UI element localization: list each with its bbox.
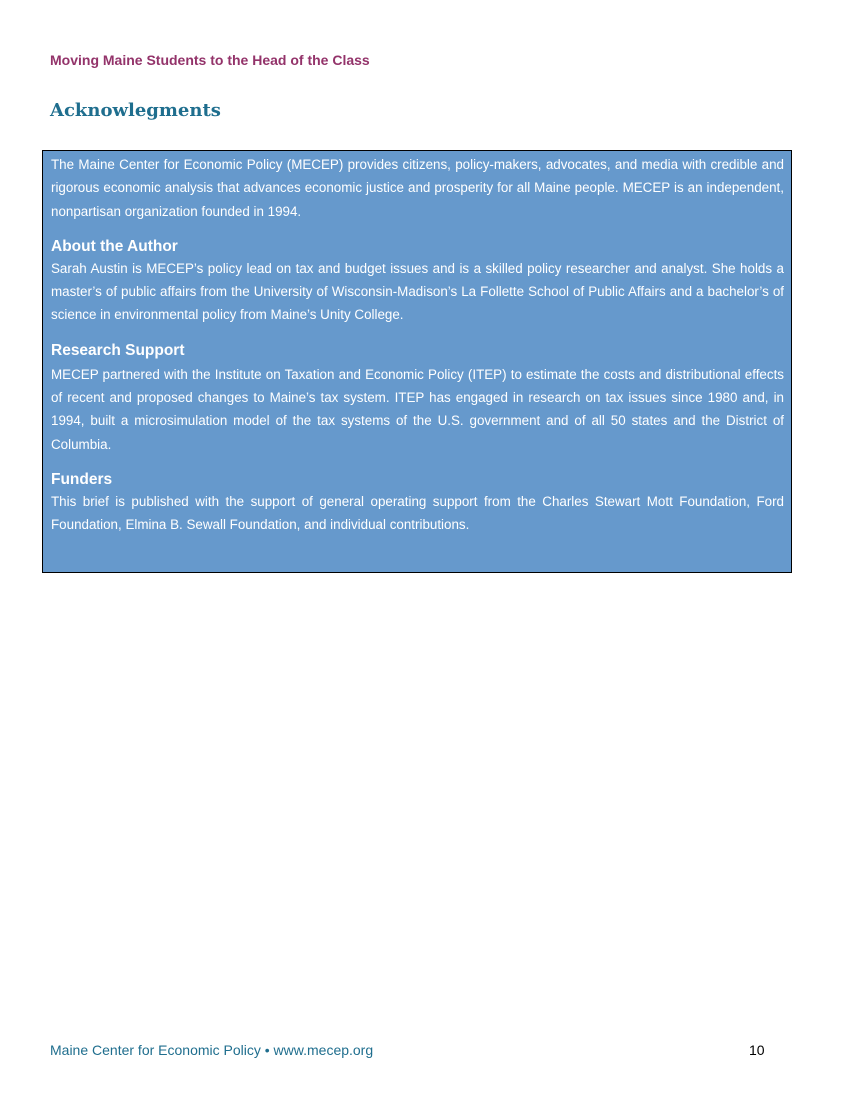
funders-paragraph: This brief is published with the support of general operating support from the Charles Stewart Mott Foundation, Ford Foundation, Elmina B. Sewall Foundation, and individual contributions.	[51, 493, 784, 533]
page-number: 10	[749, 1042, 765, 1058]
intro-paragraph: The Maine Center for Economic Policy (MECEP) provides citizens, policy-makers, advocates, and media with credible and rigorous economic analysis that advances economic justice and prosperity for all Maine people. MECEP is an independent, nonpartisan organization founded in 1994.	[51, 157, 784, 219]
acknowledgments-box	[42, 150, 792, 573]
page-title: Acknowlegments	[50, 100, 221, 121]
footer-org: Maine Center for Economic Policy • www.mecep.org	[50, 1042, 374, 1058]
about-author-heading: About the Author	[51, 237, 178, 255]
about-author-paragraph: Sarah Austin is MECEP’s policy lead on tax and budget issues and is a skilled policy researcher and analyst. She holds a master’s of public affairs from the University of Wisconsin-Madison’s La Follette School of Public Affairs and a bachelor’s of science in environmental policy from Maine’s Unity College.	[51, 260, 784, 323]
research-support-heading: Research Support	[51, 341, 185, 359]
research-support-paragraph: MECEP partnered with the Institute on Taxation and Economic Policy (ITEP) to estimate the costs and distributional effects of recent and proposed changes to Maine’s tax system. ITEP has engaged in research on tax issues since 1980 and, in 1994, built a microsimulation model of the tax systems of the U.S. government and of all 50 states and the District of Columbia.	[51, 366, 784, 452]
running-header: Moving Maine Students to the Head of the Class	[50, 52, 370, 68]
funders-heading: Funders	[51, 470, 113, 488]
